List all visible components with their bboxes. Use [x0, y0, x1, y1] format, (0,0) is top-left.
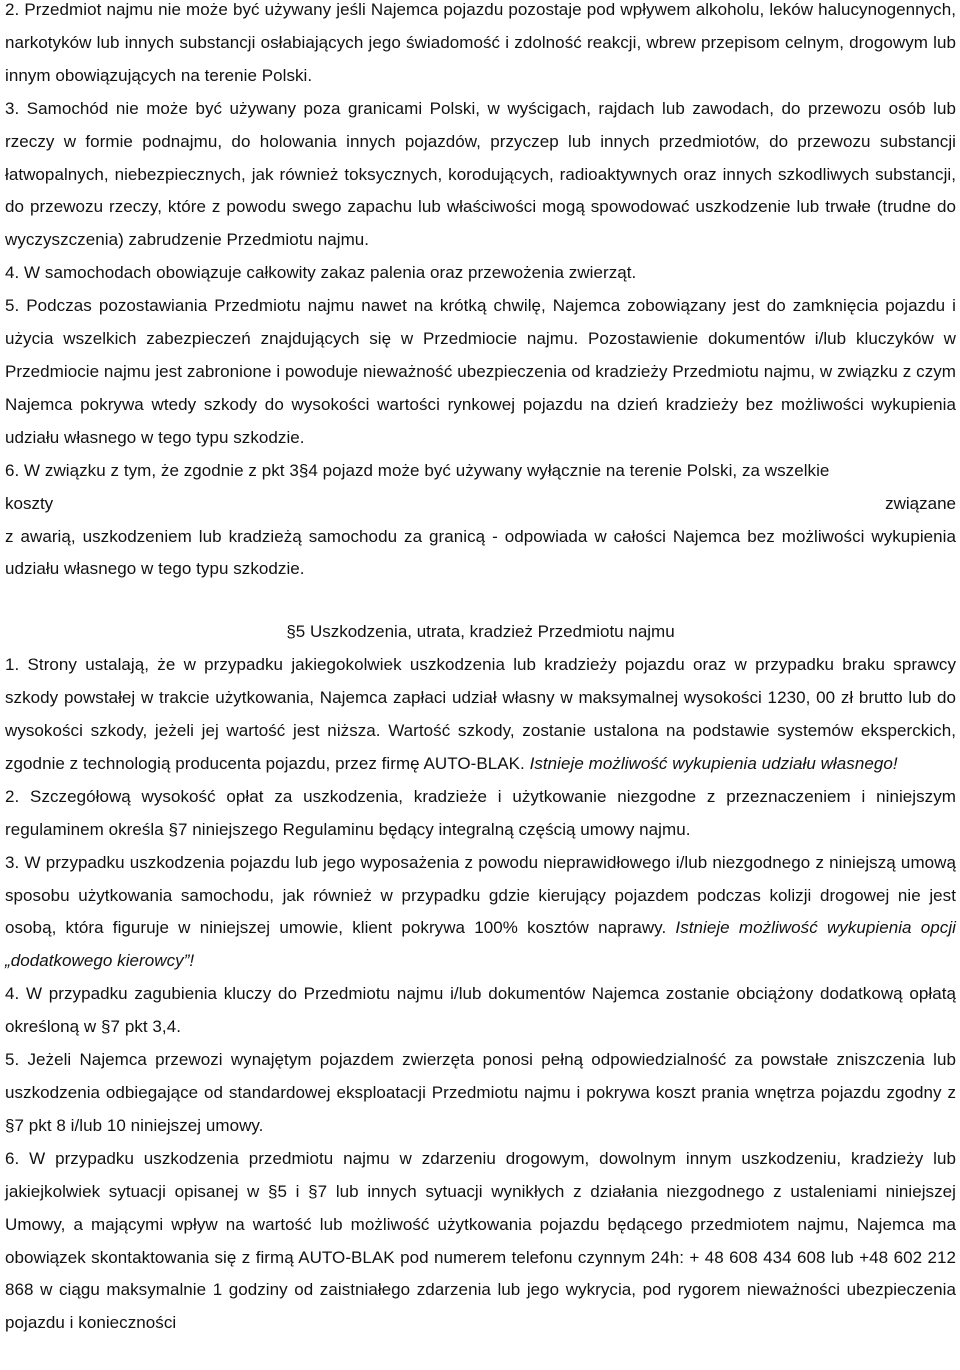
paragraph-5-6: 6. W przypadku uszkodzenia przedmiotu najmu w zdarzeniu drogowym, dowolnym innym uszkodzeniu, kradzieży lub jakiejkolwiek sytuacji opisanej w §5 i §7 lub innych sytuacji wynikłych z działania niezgodnego z ustaleniami niniejszej Umowy, a mającymi wpływ na wartość lub możliwość użytkowania pojazdu będącego przedmiotem najmu, Najemca ma obowiązek skontaktowania się z firmą AUTO-BLAK pod numerem telefonu czynnym 24h: + 48 608 434 608 lub +48 602 212 868 w ciągu maksymalnie 1 godziny od zaistniałego zdarzenia lub jego wykrycia, pod rygorem nieważności ubezpieczenia pojazdu i konieczności	[5, 1148, 956, 1333]
paragraph-5-3	[5, 847, 956, 979]
paragraph-5-4: 4. W przypadku zagubienia kluczy do Przedmiotu najmu i/lub dokumentów Najemca zostanie obciążony dodatkową opłatą określoną w §7 pkt 3,4.	[5, 984, 956, 1037]
paragraph-4-4: 4. W samochodach obowiązuje całkowity zakaz palenia oraz przewożenia zwierząt.	[5, 263, 637, 283]
paragraph-4-6-line1: 6. W związku z tym, że zgodnie z pkt 3§4 pojazd może być używany wyłącznie na terenie Polski, za wszelkie	[5, 460, 830, 480]
paragraph-5-5: 5. Jeżeli Najemca przewozi wynajętym pojazdem zwierzęta ponosi pełną odpowiedzialność za powstałe zniszczenia lub uszkodzenia odbiegające od standardowej eksploatacji Przedmiotu najmu i pokrywa koszt prania wnętrza pojazdu zgodny z §7 pkt 8 i/lub 10 niniejszej umowy.	[5, 1050, 956, 1135]
paragraph-4-2: 2. Przedmiot najmu nie może być używany jeśli Najemca pojazdu pozostaje pod wpływem alkoholu, leków halucynogennych, narkotyków lub innych substancji osłabiających jego świadomość i zdolność reakcji, wbrew przepisom celnym, drogowym lub innym obowiązujących na terenie Polski.	[5, 0, 956, 85]
paragraph-5-1-text: 1. Strony ustalają, że w przypadku jakiegokolwiek uszkodzenia lub kradzieży pojazdu oraz w przypadku braku sprawcy szkody powstałej w trakcie użytkowania, Najemca zapłaci udział własny w maksymalnej wysokości 1230, 00 zł brutto lub do wysokości szkody, jeżeli jej wartość jest niższa. Wartość szkody, zostanie ustalona na podstawie systemów eksperckich, zgodnie z technologią producenta pojazdu, przez firmę AUTO-BLAK.	[5, 655, 956, 773]
paragraph-5-3-text: 3. W przypadku uszkodzenia pojazdu lub jego wyposażenia z powodu nieprawidłowego i/lub niezgodnego z niniejszą umową sposobu użytkowania samochodu, jak również w przypadku gdzie kierujący pojazdem podczas kolizji drogowej nie jest osobą, która figuruje w niniejszej umowie, klient pokrywa 100% kosztów naprawy.	[5, 852, 956, 938]
paragraph-5-3-italic-note: Istnieje możliwość wykupienia opcji „dodatkowego kierowcy”!	[5, 918, 956, 971]
paragraph-5-1-italic-note: Istnieje możliwość wykupienia udziału własnego!	[529, 753, 898, 773]
paragraph-4-3: 3. Samochód nie może być używany poza granicami Polski, w wyścigach, rajdach lub zawodach, do przewozu osób lub rzeczy w formie podnajmu, do holowania innych pojazdów, przyczep lub innych przedmiotów, do przewozu substancji łatwopalnych, niebezpiecznych, jak również toksycznych, korodujących, radioaktywnych oraz innych szkodliwych substancji, do przewozu rzeczy, które z powodu swego zapachu lub właściwości mogą spowodować uszkodzenie lub trwałe (trudne do wyczyszczenia) zabrudzenie Przedmiotu najmu.	[5, 98, 956, 250]
paragraph-4-5: 5. Podczas pozostawiania Przedmiotu najmu nawet na krótką chwilę, Najemca zobowiązany jest do zamknięcia pojazdu i użycia wszelkich zabezpieczeń znajdujących się w Przedmiocie najmu. Pozostawienie dokumentów i/lub kluczyków w Przedmiocie najmu jest zabronione i powoduje nieważność ubezpieczenia od kradzieży Przedmiotu najmu, w związku z czym Najemca pokrywa wtedy szkody do wysokości wartości rynkowej pojazdu na dzień kradzieży bez możliwości wykupienia udziału własnego w tego typu szkodzie.	[5, 296, 956, 447]
paragraph-4-6	[5, 455, 956, 587]
paragraph-4-6-rest: z awarią, uszkodzeniem lub kradzieżą samochodu za granicą - odpowiada w całości Najemca bez możliwości wykupienia udziału własnego w tego typu szkodzie.	[5, 526, 956, 579]
section-5-heading: §5 Uszkodzenia, utrata, kradzież Przedmiotu najmu	[286, 622, 675, 642]
paragraph-4-6-word-left: koszty	[5, 493, 54, 513]
paragraph-4-6-split-line	[5, 488, 956, 521]
paragraph-5-2: 2. Szczegółową wysokość opłat za uszkodzenia, kradzieże i użytkowanie niezgodne z przeznaczeniem i niniejszym regulaminem określa §7 niniejszego Regulaminu będący integralną częścią umowy najmu.	[5, 786, 956, 839]
paragraph-4-6-word-right: związane	[885, 493, 956, 513]
paragraph-5-1	[5, 649, 956, 781]
